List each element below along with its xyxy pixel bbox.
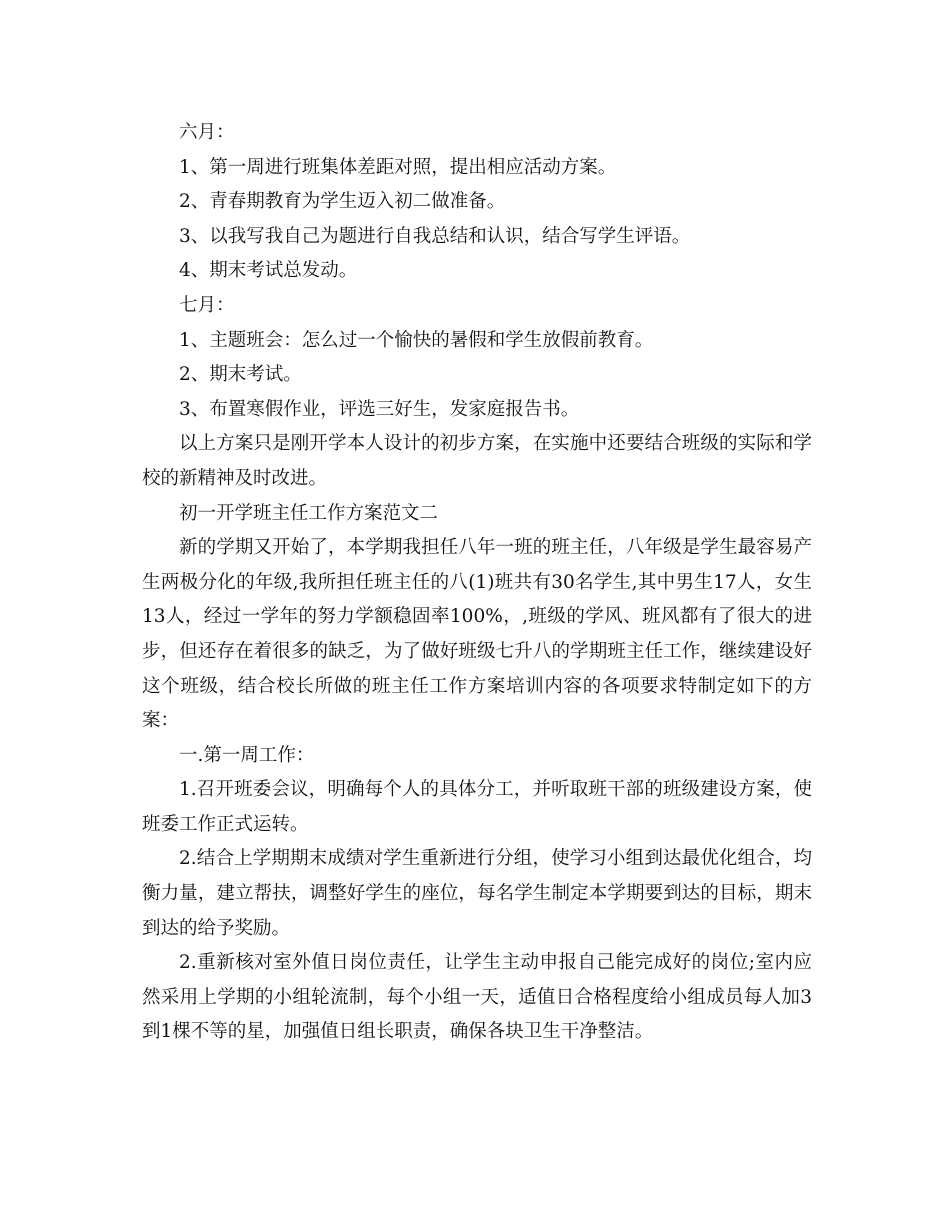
- heading-july: 七月：: [179, 294, 235, 316]
- section-title-sample-two: 初一开学班主任工作方案范文二: [179, 502, 439, 524]
- june-item-3: 3、以我写我自己为题进行自我总结和认识，结合写学生评语。: [179, 225, 691, 247]
- june-item-4: 4、期末考试总发动。: [179, 260, 358, 282]
- july-item-3: 3、布置寒假作业，评选三好生，发家庭报告书。: [179, 398, 580, 420]
- heading-week-one: 一.第一周工作：: [179, 744, 315, 766]
- week-one-item-3: 2.重新核对室外值日岗位责任，让学生主动申报自己能完成好的岗位;室内应然采用上学期的小组轮流制，每个小组一天，适值日合格程度给小组成员每人加3到1棵不等的星，加强值日组长职责，确保各块卫生干净整洁。: [142, 952, 812, 1043]
- document-body: [142, 116, 812, 1050]
- week-one-item-1: 1.召开班委会议，明确每个人的具体分工，并听取班干部的班级建设方案，使班委工作正式运转。: [142, 779, 812, 835]
- intro-paragraph: 新的学期又开始了，本学期我担任八年一班的班主任，八年级是学生最容易产生两极分化的年级,我所担任班主任的八(1)班共有30名学生,其中男生17人，女生13人，经过一学年的努力学额稳固率100%，,班级的学风、班风都有了很大的进步，但还存在着很多的缺乏，为了做好班级七升八的学期班主任工作，继续建设好这个班级，结合校长所做的班主任工作方案培训内容的各项要求特制定如下的方案：: [142, 537, 812, 732]
- closing-paragraph: 以上方案只是刚开学本人设计的初步方案，在实施中还要结合班级的实际和学校的新精神及时改进。: [142, 433, 812, 489]
- june-item-1: 1、第一周进行班集体差距对照，提出相应活动方案。: [179, 156, 617, 178]
- july-item-2: 2、期末考试。: [179, 364, 302, 386]
- week-one-item-2: 2.结合上学期期末成绩对学生重新进行分组，使学习小组到达最优化组合，均衡力量，建立帮扶，调整好学生的座位，每名学生制定本学期要到达的目标，期末到达的给予奖励。: [142, 848, 812, 939]
- june-item-2: 2、青春期教育为学生迈入初二做准备。: [179, 191, 506, 213]
- heading-june: 六月：: [179, 122, 235, 143]
- july-item-1: 1、主题班会：怎么过一个愉快的暑假和学生放假前教育。: [179, 329, 654, 351]
